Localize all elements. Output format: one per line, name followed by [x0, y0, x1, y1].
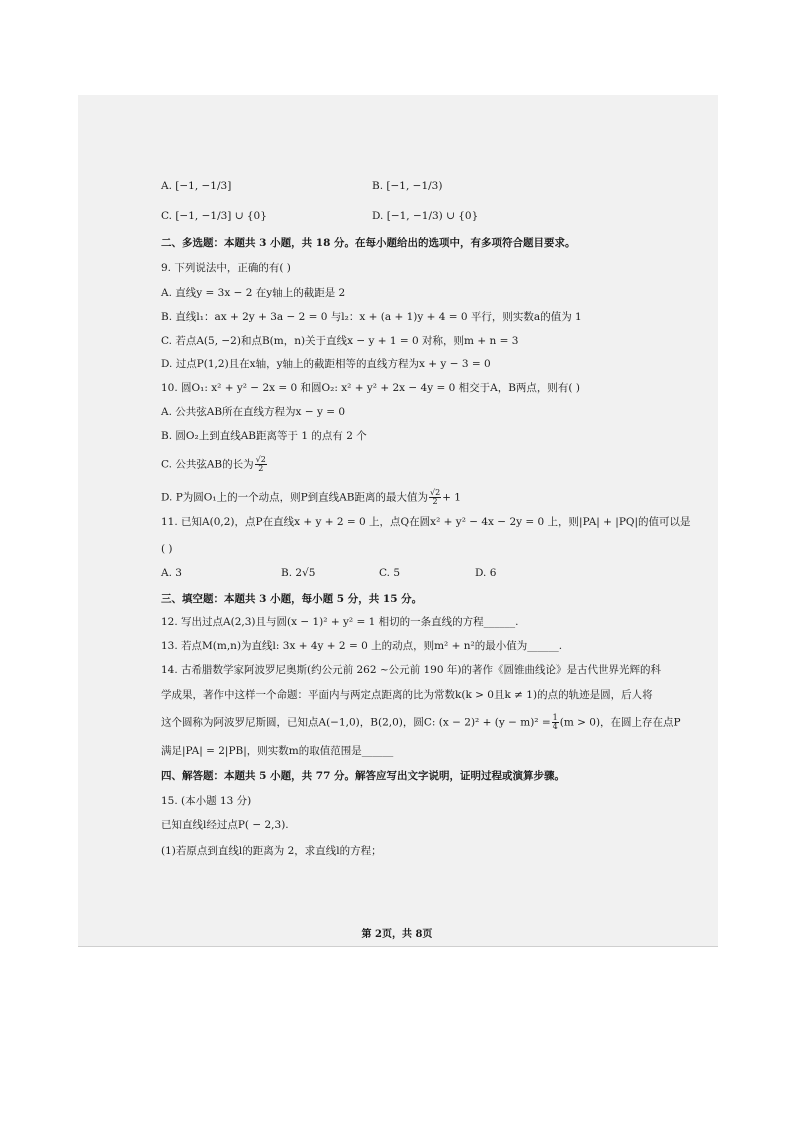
fraction-numerator: 1 [552, 713, 558, 722]
q10-stem: 10. 圆O₁: x² + y² − 2x = 0 和圆O₂: x² + y² + 2x − 4y = 0 相交于A，B两点，则有( ) [161, 382, 580, 394]
fraction-denominator: 4 [552, 722, 558, 731]
q10-option-d-suffix: + 1 [442, 491, 461, 504]
q15-title: 15. (本小题 13 分) [161, 795, 252, 807]
q10-option-d [161, 489, 461, 506]
q12: 12. 写出过点A(2,3)且与圆(x − 1)² + y² = 1 相切的一条直线的方程______. [161, 616, 519, 628]
q14-line-3 [161, 714, 681, 731]
q14-line-3-text: 这个圆称为阿波罗尼斯圆，已知点A(−1,0)，B(2,0)，圆C: (x − 2)² + (y − m)² = [161, 716, 551, 729]
q10-option-b: B. 圆O₂上到直线AB距离等于 1 的点有 2 个 [161, 430, 367, 442]
q11-option-c: C. 5 [379, 567, 401, 579]
q11-paren: ( ) [161, 543, 173, 555]
q9-option-b: B. 直线l₁：ax + 2y + 3a − 2 = 0 与l₂：x + (a + 1)y + 4 = 0 平行，则实数a的值为 1 [161, 311, 582, 323]
section-4-header: 四、解答题：本题共 5 小题，共 77 分。解答应写出文字说明，证明过程或演算步骤。 [161, 770, 566, 782]
q13: 13. 若点M(m,n)为直线l: 3x + 4y + 2 = 0 上的动点，则m² + n²的最小值为______. [161, 640, 563, 652]
q14-line-4: 满足|PA| = 2|PB|，则实数m的取值范围是______ [161, 745, 394, 757]
q9-option-a: A. 直线y = 3x − 2 在y轴上的截距是 2 [161, 287, 346, 299]
q14-line-3-suffix: (m > 0)，在圆上存在点P [559, 716, 681, 729]
q9-stem: 9. 下列说法中，正确的有( ) [161, 262, 291, 274]
q14-line-1: 14. 古希腊数学家阿波罗尼奥斯(约公元前 262 ~公元前 190 年)的著作《圆锥曲线论》是古代世界光辉的科 [161, 664, 661, 676]
q11-option-a: A. 3 [161, 567, 182, 579]
q8-option-a: A. [−1, −1/3] [161, 180, 232, 192]
fraction-denominator: 2 [432, 497, 438, 506]
q14-line-2: 学成果，著作中这样一个命题：平面内与两定点距离的比为常数k(k > 0且k ≠ 1)的点的轨迹是圆，后人将 [161, 689, 653, 701]
q11-option-b: B. 2√5 [281, 567, 316, 579]
q8-option-d: D. [−1, −1/3) ∪ {0} [372, 210, 479, 222]
page-footer: 第 2页，共 8页 [361, 929, 433, 940]
q14-fraction [552, 714, 559, 731]
q9-option-d: D. 过点P(1,2)且在x轴，y轴上的截距相等的直线方程为x + y − 3 = 0 [161, 358, 491, 370]
fraction-denominator: 2 [258, 464, 264, 473]
q9-option-c: C. 若点A(5, −2)和点B(m，n)关于直线x − y + 1 = 0 对称，则m + n = 3 [161, 335, 519, 347]
q11-stem: 11. 已知A(0,2)，点P在直线x + y + 2 = 0 上，点Q在圆x² + y² − 4x − 2y = 0 上，则|PA| + |PQ|的值可以是 [161, 516, 691, 528]
q10-option-c [161, 456, 268, 473]
q15-part-1: (1)若原点到直线l的距离为 2，求直线l的方程； [161, 845, 382, 857]
q10-option-d-text: D. P为圆O₁上的一个动点，则P到直线AB距离的最大值为 [161, 491, 428, 504]
q10-option-c-text: C. 公共弦AB的长为 [161, 458, 254, 471]
q15-given: 已知直线l经过点P( − 2,3). [161, 819, 289, 831]
fraction-numerator: √2 [429, 488, 441, 497]
q10-option-c-fraction [255, 456, 267, 473]
q11-option-d: D. 6 [475, 567, 497, 579]
section-2-header: 二、多选题：本题共 3 小题，共 18 分。在每小题给出的选项中，有多项符合题目要求。 [161, 237, 576, 249]
q10-option-a: A. 公共弦AB所在直线方程为x − y = 0 [161, 406, 346, 418]
q8-option-b: B. [−1, −1/3) [372, 180, 443, 192]
fraction-numerator: √2 [255, 455, 266, 464]
section-3-header: 三、填空题：本题共 3 小题，每小题 5 分，共 15 分。 [161, 593, 423, 605]
q8-option-c: C. [−1, −1/3] ∪ {0} [161, 210, 267, 222]
q10-option-d-fraction [429, 489, 441, 506]
